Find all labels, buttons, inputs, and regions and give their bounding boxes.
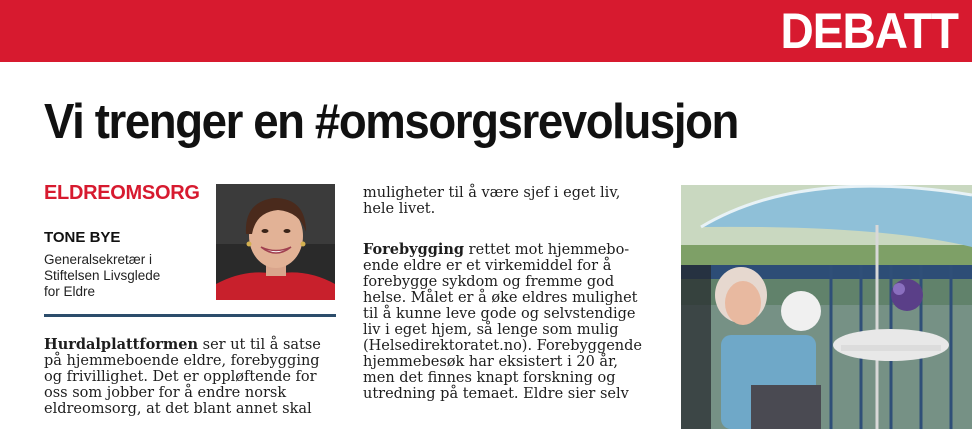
text-line: liv i eget hjem, så lenge som mulig xyxy=(363,322,619,338)
text-line: hele livet. xyxy=(363,201,436,217)
text-line: men det finnes knapt forskning og xyxy=(363,370,616,386)
article-kicker: ELDREOMSORG xyxy=(44,182,200,204)
text-run: ser ut til å satse xyxy=(198,337,321,353)
paragraph-gap xyxy=(363,217,663,242)
section-banner xyxy=(0,0,972,62)
text-line: (Helsedirektoratet.no). Forebyggende xyxy=(363,338,643,354)
text-line: helse. Målet er å øke eldres mulighet xyxy=(363,290,638,306)
article-headline: Vi trenger en #omsorgsrevolusjon xyxy=(44,95,738,149)
byline-divider xyxy=(44,314,336,317)
text-line: utredning på temaet. Eldre sier selv xyxy=(363,386,629,402)
paragraph-first-line xyxy=(363,242,663,258)
lead-word: Forebygging xyxy=(363,241,465,258)
paragraph-first-line xyxy=(44,337,344,353)
text-line: og frivillighet. Det er oppløftende for xyxy=(44,369,317,385)
author-role xyxy=(44,252,214,300)
author-name: TONE BYE xyxy=(44,229,121,246)
text-line: til å kunne leve gode og selvstendige xyxy=(363,306,636,322)
author-role-line: Generalsekretær i xyxy=(44,252,153,267)
text-line: eldreomsorg, at det blant annet skal xyxy=(44,401,312,417)
lead-word: Hurdalplattformen xyxy=(44,336,199,353)
article-column-2 xyxy=(363,185,663,402)
author-portrait xyxy=(216,184,335,300)
text-line: oss som jobber for å endre norsk xyxy=(44,385,287,401)
article-column-1 xyxy=(44,337,344,417)
text-line: hjemmebesøk har eksistert i 20 år, xyxy=(363,354,619,370)
section-label: DEBATT xyxy=(780,3,958,59)
author-role-line: for Eldre xyxy=(44,284,96,299)
author-role-line: Stiftelsen Livsglede xyxy=(44,268,161,283)
text-line: på hjemmeboende eldre, forebygging xyxy=(44,353,320,369)
text-line: ende eldre er et virkemiddel for å xyxy=(363,258,612,274)
text-line: muligheter til å være sjef i eget liv, xyxy=(363,185,621,201)
text-run: rettet mot hjemmebo- xyxy=(464,242,630,258)
article-photo xyxy=(681,185,972,429)
text-line: forebygge sykdom og fremme god xyxy=(363,274,615,290)
